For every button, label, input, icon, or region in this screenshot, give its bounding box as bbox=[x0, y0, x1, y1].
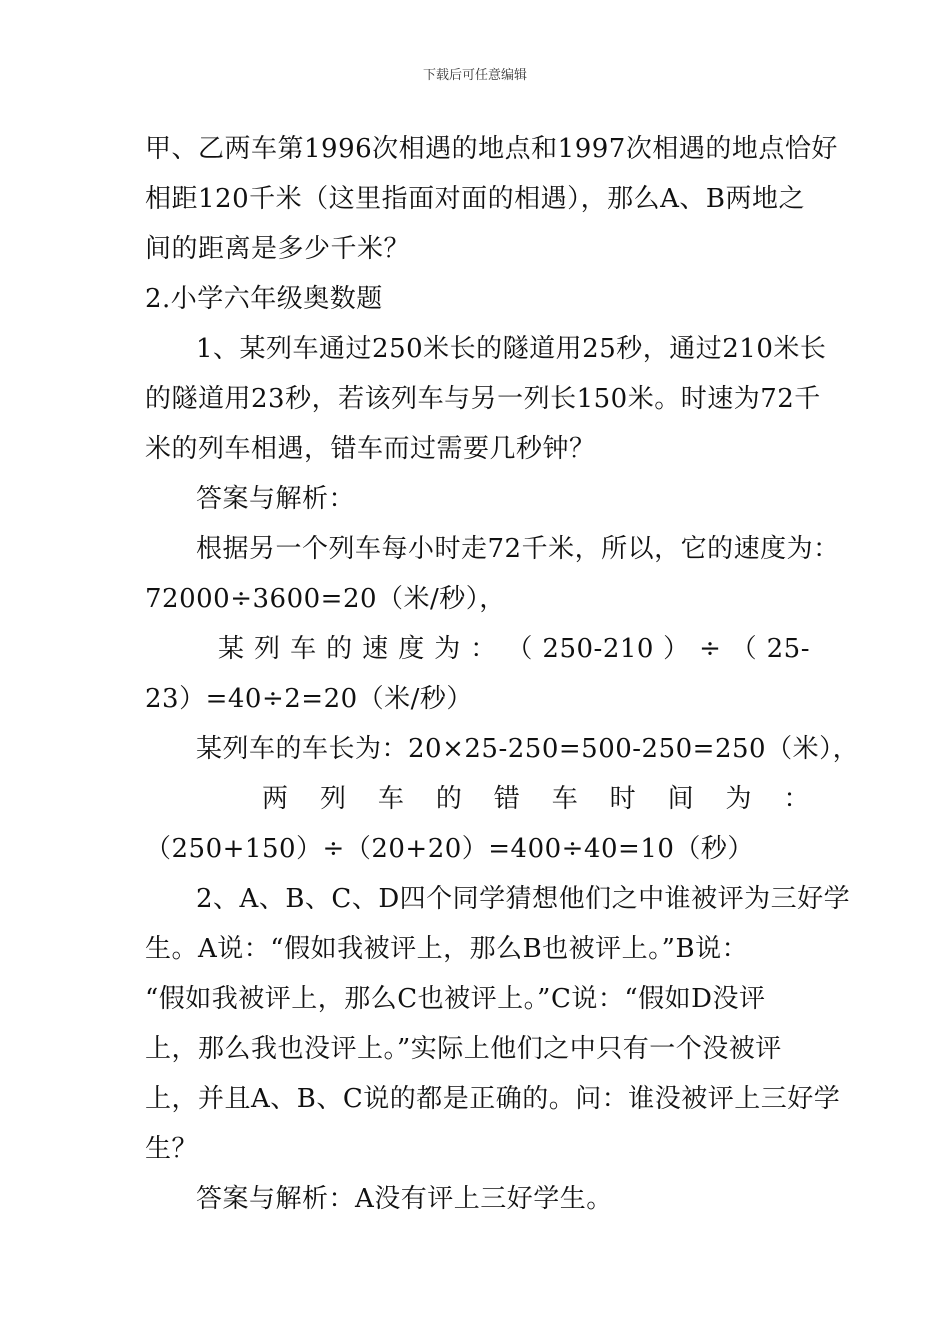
text-line: 上，并且A、B、C说的都是正确的。问：谁没被评上三好学 bbox=[145, 1084, 841, 1114]
text-line: 某 列 车 的 速 度 为 ： （ 250-210 ） ÷ （ 25- bbox=[218, 634, 810, 664]
text-line: （250+150）÷（20+20）=400÷40=10（秒） bbox=[145, 834, 754, 864]
text-line: 上，那么我也没评上。”实际上他们之中只有一个没被评 bbox=[145, 1034, 782, 1064]
text-line: 米的列车相遇，错车而过需要几秒钟？ bbox=[145, 434, 596, 464]
page-header: 下载后可任意编辑 bbox=[422, 68, 527, 83]
text-line: “假如我被评上，那么C也被评上。”C说：“假如D没评 bbox=[145, 984, 766, 1014]
text-line: 生？ bbox=[145, 1134, 199, 1164]
text-line: 23）=40÷2=20（米/秒） bbox=[145, 684, 473, 714]
text-line: 甲、乙两车第1996次相遇的地点和1997次相遇的地点恰好 bbox=[145, 134, 838, 164]
text-line: 72000÷3600=20（米/秒）， bbox=[145, 584, 506, 614]
text-line: 的隧道用23秒，若该列车与另一列长150米。时速为72千 bbox=[145, 384, 821, 414]
text-line: 相距120千米（这里指面对面的相遇），那么A、B两地之 bbox=[145, 184, 806, 214]
section-heading: 2.小学六年级奥数题 bbox=[145, 284, 383, 314]
text-line: 根据另一个列车每小时走72千米，所以，它的速度为： bbox=[196, 534, 840, 564]
text-line: 两 列 车 的 错 车 时 间 为 ： bbox=[262, 784, 810, 814]
text-line: 答案与解析：A没有评上三好学生。 bbox=[196, 1184, 613, 1214]
text-line: 2、A、B、C、D四个同学猜想他们之中谁被评为三好学 bbox=[196, 884, 851, 914]
text-line: 某列车的车长为：20×25-250=500-250=250（米）， bbox=[196, 734, 860, 764]
text-line: 1、某列车通过250米长的隧道用25秒，通过210米长 bbox=[196, 334, 827, 364]
answer-heading: 答案与解析： bbox=[196, 484, 356, 514]
text-line: 生。A说：“假如我被评上，那么B也被评上。”B说： bbox=[145, 934, 749, 964]
text-line: 间的距离是多少千米？ bbox=[145, 234, 411, 264]
